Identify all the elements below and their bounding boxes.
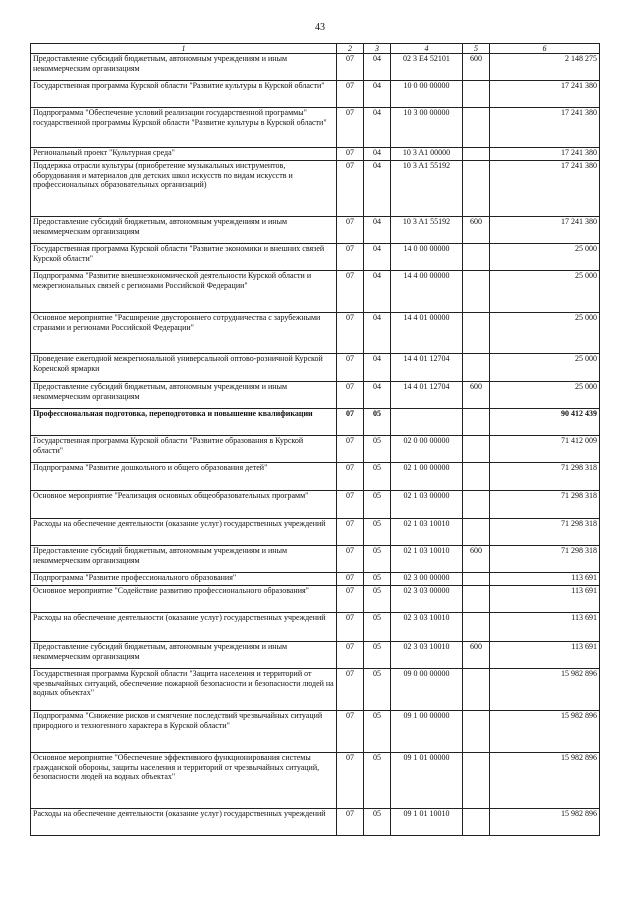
section-code-cell: 07 [337,711,364,753]
subsection-code-cell: 05 [364,809,391,836]
target-article-cell: 10 3 00 00000 [391,108,463,148]
section-code-cell: 07 [337,573,364,586]
target-article-cell: 10 3 A1 55192 [391,161,463,217]
section-code-cell: 07 [337,546,364,573]
item-name-cell: Подпрограмма "Развитие профессионального образования" [31,573,337,586]
target-article-cell: 09 0 00 00000 [391,669,463,711]
expense-type-cell [463,711,490,753]
expense-type-cell [463,313,490,354]
item-name-cell: Расходы на обеспечение деятельности (оказание услуг) государственных учреждений [31,613,337,642]
section-code-cell: 07 [337,382,364,409]
expense-type-cell [463,491,490,519]
amount-cell: 71 298 318 [490,546,600,573]
table-row [31,586,600,613]
table-row [31,313,600,354]
table-header-row [31,44,600,54]
table-row [31,409,600,436]
subsection-code-cell: 04 [364,161,391,217]
table-row [31,81,600,108]
table-row [31,642,600,669]
amount-cell: 17 241 380 [490,161,600,217]
section-code-cell: 07 [337,669,364,711]
amount-cell: 113 691 [490,573,600,586]
amount-cell: 17 241 380 [490,81,600,108]
column-header-2: 2 [337,44,364,54]
expense-type-cell [463,436,490,463]
target-article-cell: 14 4 01 12704 [391,382,463,409]
item-name-cell: Государственная программа Курской области "Развитие образования в Курской области" [31,436,337,463]
item-name-cell: Подпрограмма "Развитие дошкольного и общего образования детей" [31,463,337,491]
subsection-code-cell: 05 [364,586,391,613]
expense-type-cell [463,148,490,161]
target-article-cell: 10 3 A1 55192 [391,217,463,244]
item-name-cell: Расходы на обеспечение деятельности (оказание услуг) государственных учреждений [31,519,337,546]
section-code-cell: 07 [337,463,364,491]
amount-cell: 25 000 [490,313,600,354]
column-header-4: 4 [391,44,463,54]
item-name-cell: Предоставление субсидий бюджетным, автономным учреждениям и иным некоммерческим организациям [31,642,337,669]
item-name-cell: Расходы на обеспечение деятельности (оказание услуг) государственных учреждений [31,809,337,836]
table-row [31,519,600,546]
expense-type-cell: 600 [463,546,490,573]
subsection-code-cell: 04 [364,148,391,161]
amount-cell: 15 982 896 [490,753,600,809]
budget-table [30,43,600,836]
amount-cell: 15 982 896 [490,711,600,753]
column-header-1: 1 [31,44,337,54]
item-name-cell: Поддержка отрасли культуры (приобретение музыкальных инструментов, оборудования и материалов для детских школ искусств по видам искусств и профессиональных образовательных организаций) [31,161,337,217]
expense-type-cell [463,809,490,836]
subsection-code-cell: 04 [364,108,391,148]
subsection-code-cell: 05 [364,642,391,669]
table-row [31,271,600,313]
table-row [31,382,600,409]
section-code-cell: 07 [337,409,364,436]
amount-cell: 25 000 [490,244,600,271]
expense-type-cell [463,271,490,313]
target-article-cell: 02 1 03 10010 [391,519,463,546]
subsection-code-cell: 04 [364,271,391,313]
subsection-code-cell: 05 [364,546,391,573]
item-name-cell: Основное мероприятие "Расширение двустороннего сотрудничества с зарубежными странами и регионами Российской Федерации" [31,313,337,354]
table-row [31,573,600,586]
subsection-code-cell: 04 [364,313,391,354]
item-name-cell: Основное мероприятие "Обеспечение эффективного функционирования системы гражданской обороны, защиты населения и территорий от чрезвычайных ситуаций, безопасности людей на водных объектах" [31,753,337,809]
section-code-cell: 07 [337,148,364,161]
section-code-cell: 07 [337,613,364,642]
table-body [31,54,600,836]
section-code-cell: 07 [337,244,364,271]
subsection-code-cell: 04 [364,354,391,382]
expense-type-cell [463,463,490,491]
item-name-cell: Предоставление субсидий бюджетным, автономным учреждениям и иным некоммерческим организациям [31,382,337,409]
expense-type-cell [463,354,490,382]
expense-type-cell [463,244,490,271]
target-article-cell: 09 1 00 00000 [391,711,463,753]
expense-type-cell [463,81,490,108]
table-row [31,54,600,81]
expense-type-cell: 600 [463,382,490,409]
item-name-cell: Проведение ежегодной межрегиональной универсальной оптово-розничной Курской Коренской ярмарки [31,354,337,382]
column-header-5: 5 [463,44,490,54]
section-code-cell: 07 [337,108,364,148]
table-row [31,436,600,463]
target-article-cell: 10 3 A1 00000 [391,148,463,161]
expense-type-cell [463,573,490,586]
item-name-cell: Региональный проект "Культурная среда" [31,148,337,161]
subsection-code-cell: 05 [364,613,391,642]
target-article-cell: 02 3 03 00000 [391,586,463,613]
table-row [31,711,600,753]
target-article-cell: 10 0 00 00000 [391,81,463,108]
section-code-cell: 07 [337,642,364,669]
subsection-code-cell: 05 [364,491,391,519]
subsection-code-cell: 04 [364,81,391,108]
amount-cell: 15 982 896 [490,669,600,711]
item-name-cell: Подпрограмма "Развитие внешнеэкономической деятельности Курской области и межрегиональных связей с регионами Российской Федерации" [31,271,337,313]
item-name-cell: Предоставление субсидий бюджетным, автономным учреждениям и иным некоммерческим организациям [31,54,337,81]
item-name-cell: Основное мероприятие "Содействие развитию профессионального образования" [31,586,337,613]
amount-cell: 17 241 380 [490,217,600,244]
subsection-code-cell: 04 [364,382,391,409]
target-article-cell [391,409,463,436]
table-row [31,546,600,573]
page-number: 43 [315,22,325,33]
table-row [31,217,600,244]
item-name-cell: Предоставление субсидий бюджетным, автономным учреждениям и иным некоммерческим организациям [31,546,337,573]
table-row [31,161,600,217]
item-name-cell: Подпрограмма "Обеспечение условий реализации государственной программы" государственной программы Курской области "Развитие культуры в Курской области" [31,108,337,148]
subsection-code-cell: 05 [364,573,391,586]
section-code-cell: 07 [337,217,364,244]
section-code-cell: 07 [337,271,364,313]
amount-cell: 15 982 896 [490,809,600,836]
subsection-code-cell: 05 [364,436,391,463]
subsection-code-cell: 05 [364,669,391,711]
expense-type-cell [463,586,490,613]
table-row [31,613,600,642]
target-article-cell: 09 1 01 10010 [391,809,463,836]
expense-type-cell: 600 [463,54,490,81]
expense-type-cell [463,161,490,217]
subsection-code-cell: 04 [364,244,391,271]
target-article-cell: 02 1 03 10010 [391,546,463,573]
subsection-code-cell: 04 [364,54,391,81]
target-article-cell: 02 3 03 10010 [391,613,463,642]
item-name-cell: Государственная программа Курской области "Развитие экономики и внешних связей Курской области" [31,244,337,271]
column-header-6: 6 [490,44,600,54]
expense-type-cell [463,753,490,809]
section-code-cell: 07 [337,81,364,108]
target-article-cell: 14 4 01 00000 [391,313,463,354]
section-code-cell: 07 [337,491,364,519]
item-name-cell: Предоставление субсидий бюджетным, автономным учреждениям и иным некоммерческим организациям [31,217,337,244]
table-row [31,491,600,519]
expense-type-cell [463,409,490,436]
target-article-cell: 02 1 00 00000 [391,463,463,491]
item-name-cell: Государственная программа Курской области "Развитие культуры в Курской области" [31,81,337,108]
subsection-code-cell: 05 [364,519,391,546]
amount-cell: 25 000 [490,271,600,313]
item-name-cell: Основное мероприятие "Реализация основных общеобразовательных программ" [31,491,337,519]
section-code-cell: 07 [337,436,364,463]
amount-cell: 113 691 [490,586,600,613]
amount-cell: 71 298 318 [490,519,600,546]
amount-cell: 17 241 380 [490,148,600,161]
amount-cell: 71 298 318 [490,491,600,519]
section-code-cell: 07 [337,54,364,81]
expense-type-cell [463,519,490,546]
amount-cell: 25 000 [490,354,600,382]
subsection-code-cell: 05 [364,409,391,436]
section-code-cell: 07 [337,313,364,354]
expense-type-cell [463,108,490,148]
section-code-cell: 07 [337,809,364,836]
section-code-cell: 07 [337,161,364,217]
target-article-cell: 02 3 03 10010 [391,642,463,669]
table-row [31,669,600,711]
table-row [31,463,600,491]
section-code-cell: 07 [337,519,364,546]
item-name-cell: Профессиональная подготовка, переподготовка и повышение квалификации [31,409,337,436]
target-article-cell: 14 4 00 00000 [391,271,463,313]
target-article-cell: 14 4 01 12704 [391,354,463,382]
amount-cell: 2 148 275 [490,54,600,81]
item-name-cell: Подпрограмма "Снижение рисков и смягчение последствий чрезвычайных ситуаций природного и техногенного характера в Курской области" [31,711,337,753]
section-code-cell: 07 [337,354,364,382]
column-header-3: 3 [364,44,391,54]
table-row [31,809,600,836]
target-article-cell: 09 1 01 00000 [391,753,463,809]
subsection-code-cell: 05 [364,463,391,491]
expense-type-cell: 600 [463,642,490,669]
amount-cell: 113 691 [490,642,600,669]
target-article-cell: 02 3 00 00000 [391,573,463,586]
expense-type-cell: 600 [463,217,490,244]
amount-cell: 71 412 009 [490,436,600,463]
expense-type-cell [463,669,490,711]
amount-cell: 113 691 [490,613,600,642]
item-name-cell: Государственная программа Курской области "Защита населения и территорий от чрезвычайных ситуаций, обеспечение пожарной безопасности и безопасности людей на водных объектах" [31,669,337,711]
target-article-cell: 02 1 03 00000 [391,491,463,519]
table-row [31,753,600,809]
section-code-cell: 07 [337,753,364,809]
table-row [31,148,600,161]
expense-type-cell [463,613,490,642]
table-row [31,108,600,148]
subsection-code-cell: 04 [364,217,391,244]
amount-cell: 17 241 380 [490,108,600,148]
amount-cell: 25 000 [490,382,600,409]
subsection-code-cell: 05 [364,753,391,809]
amount-cell: 71 298 318 [490,463,600,491]
subsection-code-cell: 05 [364,711,391,753]
target-article-cell: 02 0 00 00000 [391,436,463,463]
table-row [31,354,600,382]
section-code-cell: 07 [337,586,364,613]
table-row [31,244,600,271]
target-article-cell: 02 3 E4 52101 [391,54,463,81]
amount-cell: 90 412 439 [490,409,600,436]
target-article-cell: 14 0 00 00000 [391,244,463,271]
